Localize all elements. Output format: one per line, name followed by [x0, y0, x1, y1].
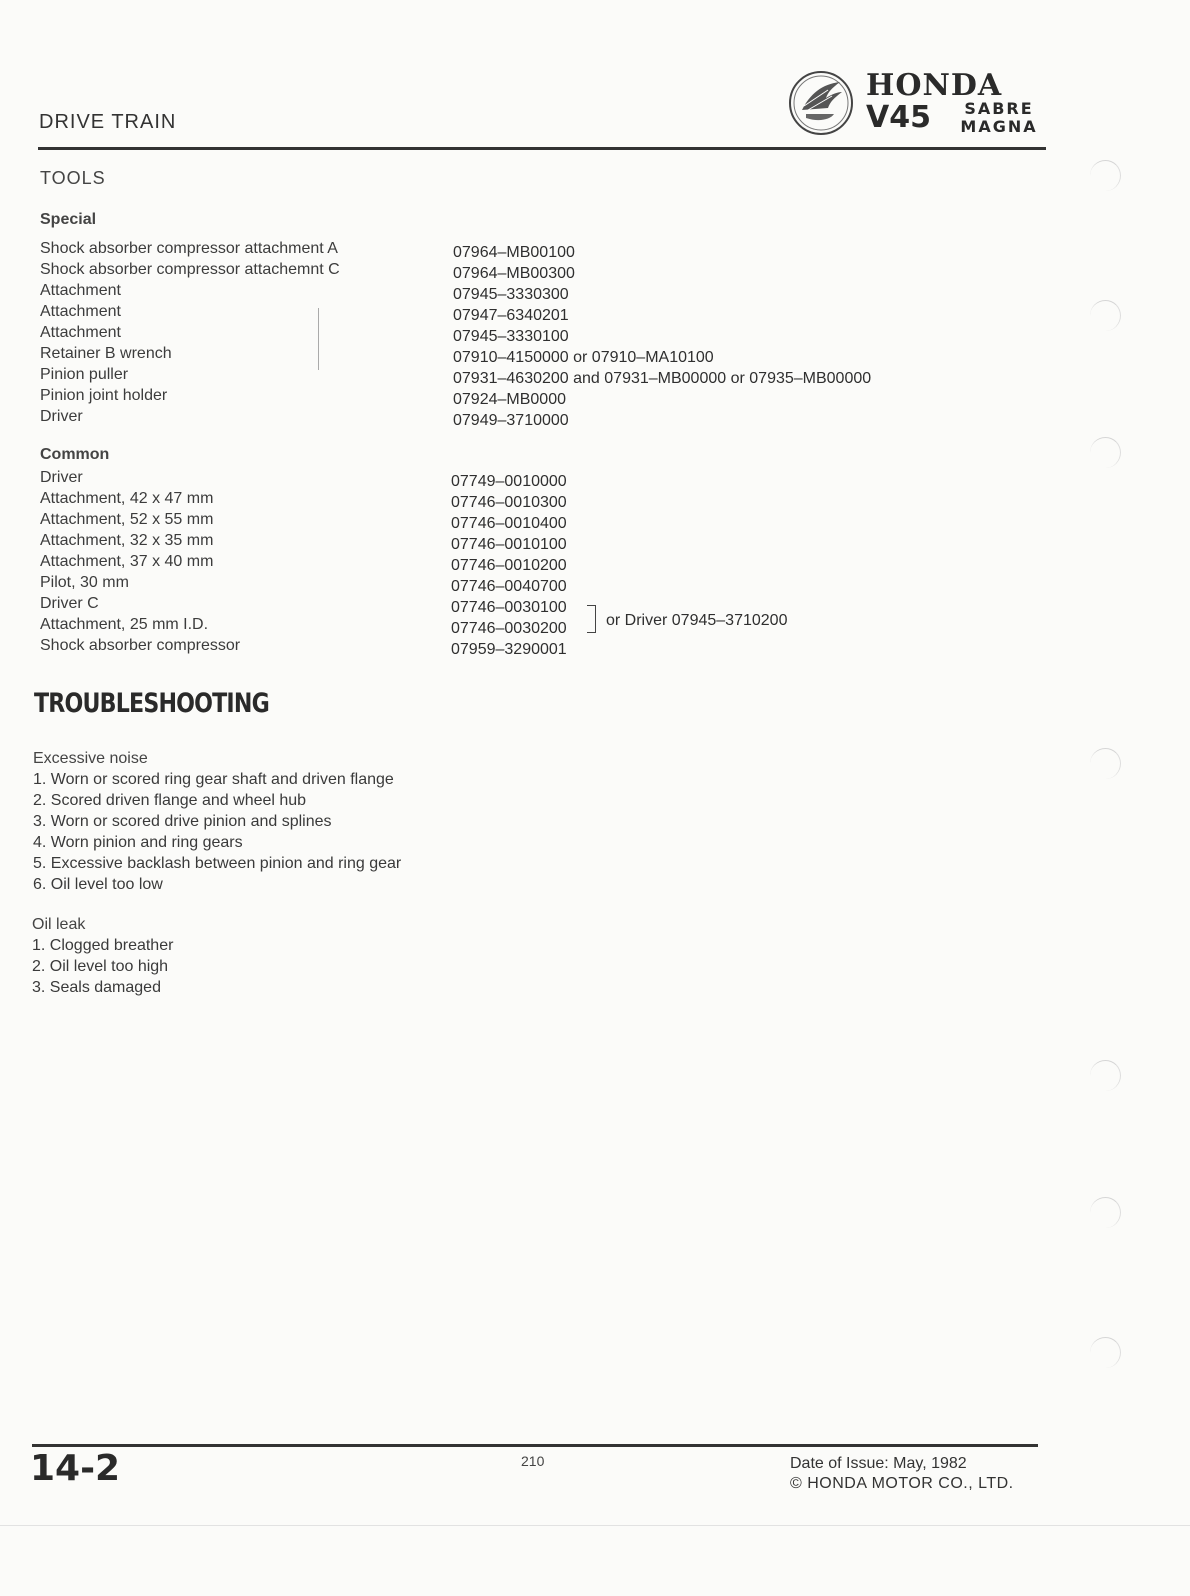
- excessive-noise-section: [33, 748, 401, 895]
- tool-number: 07910–4150000 or 07910–MA10100: [453, 349, 714, 366]
- tool-number: 07746–0010400: [451, 515, 567, 532]
- tool-name: Pinion joint holder: [40, 387, 168, 404]
- special-tools-names: [40, 238, 340, 427]
- tool-name: Attachment: [40, 282, 121, 299]
- common-tools-names: [40, 467, 240, 656]
- list-item: 5. Excessive backlash between pinion and ring gear: [33, 855, 402, 872]
- oil-leak-section: [32, 914, 173, 998]
- model-name-magna: MAGNA: [960, 117, 1038, 136]
- tool-name: Attachment, 25 mm I.D.: [40, 616, 209, 633]
- tool-number: 07947–6340201: [453, 307, 569, 324]
- sheet-number: 210: [521, 1453, 545, 1469]
- binder-hole-mark: [1090, 1197, 1121, 1228]
- list-item: 1. Clogged breather: [32, 937, 174, 954]
- page-edge-line: [0, 1525, 1190, 1526]
- divider-mark: [318, 308, 319, 370]
- tool-name: Driver: [40, 408, 83, 425]
- tool-name: Shock absorber compressor: [40, 637, 241, 654]
- alternative-driver-note: or Driver 07945–3710200: [606, 612, 788, 629]
- troubleshoot-group-heading: Oil leak: [32, 916, 86, 933]
- tool-number: 07746–0030100: [451, 599, 567, 616]
- list-item: 2. Oil level too high: [32, 958, 169, 975]
- common-tools-heading: Common: [40, 446, 110, 463]
- tool-name: Retainer B wrench: [40, 345, 172, 362]
- list-item: 2. Scored driven flange and wheel hub: [33, 792, 307, 809]
- tool-number: 07964–MB00300: [453, 265, 575, 282]
- copyright: © HONDA MOTOR CO., LTD.: [790, 1475, 1014, 1492]
- honda-wing-logo-icon: [788, 70, 854, 136]
- tools-heading: TOOLS: [40, 168, 106, 188]
- binder-hole-mark: [1090, 1060, 1121, 1091]
- tool-name: Attachment, 42 x 47 mm: [40, 490, 214, 507]
- binder-hole-mark: [1090, 160, 1121, 191]
- tool-number: 07749–0010000: [451, 473, 567, 490]
- binder-hole-mark: [1090, 300, 1121, 331]
- tool-number: 07964–MB00100: [453, 244, 575, 261]
- tool-number: 07949–3710000: [453, 412, 569, 429]
- tool-name: Pinion puller: [40, 366, 129, 383]
- date-of-issue: Date of Issue: May, 1982: [790, 1455, 967, 1472]
- tool-number: 07746–0030200: [451, 620, 567, 637]
- model-number: V45: [866, 100, 931, 135]
- tool-name: Attachment, 32 x 35 mm: [40, 532, 214, 549]
- tool-number: 07945–3330300: [453, 286, 569, 303]
- footer-rule: [32, 1444, 1038, 1447]
- common-tools-numbers: [451, 471, 567, 660]
- list-item: 3. Seals damaged: [32, 979, 161, 996]
- brand-logo-text: HONDA: [866, 68, 1003, 103]
- list-item: 3. Worn or scored drive pinion and splines: [33, 813, 332, 830]
- tool-number: 07931–4630200 and 07931–MB00000 or 07935–MB00000: [453, 370, 872, 387]
- tool-name: Attachment: [40, 303, 121, 320]
- list-item: 6. Oil level too low: [33, 876, 163, 893]
- tool-name: Attachment, 37 x 40 mm: [40, 553, 214, 570]
- binder-hole-mark: [1090, 748, 1121, 779]
- header-rule: [38, 147, 1046, 150]
- tool-number: 07746–0010200: [451, 557, 567, 574]
- tool-name: Shock absorber compressor attachemnt C: [40, 261, 340, 278]
- troubleshoot-group-heading: Excessive noise: [33, 750, 148, 767]
- bracket-mark: [587, 605, 596, 633]
- tool-name: Shock absorber compressor attachment A: [40, 240, 338, 257]
- tool-number: 07746–0040700: [451, 578, 567, 595]
- section-title: DRIVE TRAIN: [39, 111, 177, 133]
- tool-name: Attachment, 52 x 55 mm: [40, 511, 214, 528]
- tool-number: 07746–0010300: [451, 494, 567, 511]
- binder-hole-mark: [1090, 1337, 1121, 1368]
- tool-number: 07945–3330100: [453, 328, 569, 345]
- page-number: 14-2: [30, 1448, 121, 1489]
- list-item: 4. Worn pinion and ring gears: [33, 834, 243, 851]
- special-tools-numbers: [453, 242, 871, 431]
- tool-number: 07959–3290001: [451, 641, 567, 658]
- tool-number: 07746–0010100: [451, 536, 567, 553]
- special-tools-heading: Special: [40, 211, 97, 228]
- tool-name: Driver C: [40, 595, 99, 612]
- tool-number: 07924–MB0000: [453, 391, 566, 408]
- tool-name: Driver: [40, 469, 83, 486]
- tool-name: Attachment: [40, 324, 121, 341]
- binder-hole-mark: [1090, 437, 1121, 468]
- model-name-sabre: SABRE: [964, 99, 1034, 118]
- tool-name: Pilot, 30 mm: [40, 574, 129, 591]
- troubleshooting-heading: TROUBLESHOOTING: [34, 688, 269, 719]
- list-item: 1. Worn or scored ring gear shaft and driven flange: [33, 771, 394, 788]
